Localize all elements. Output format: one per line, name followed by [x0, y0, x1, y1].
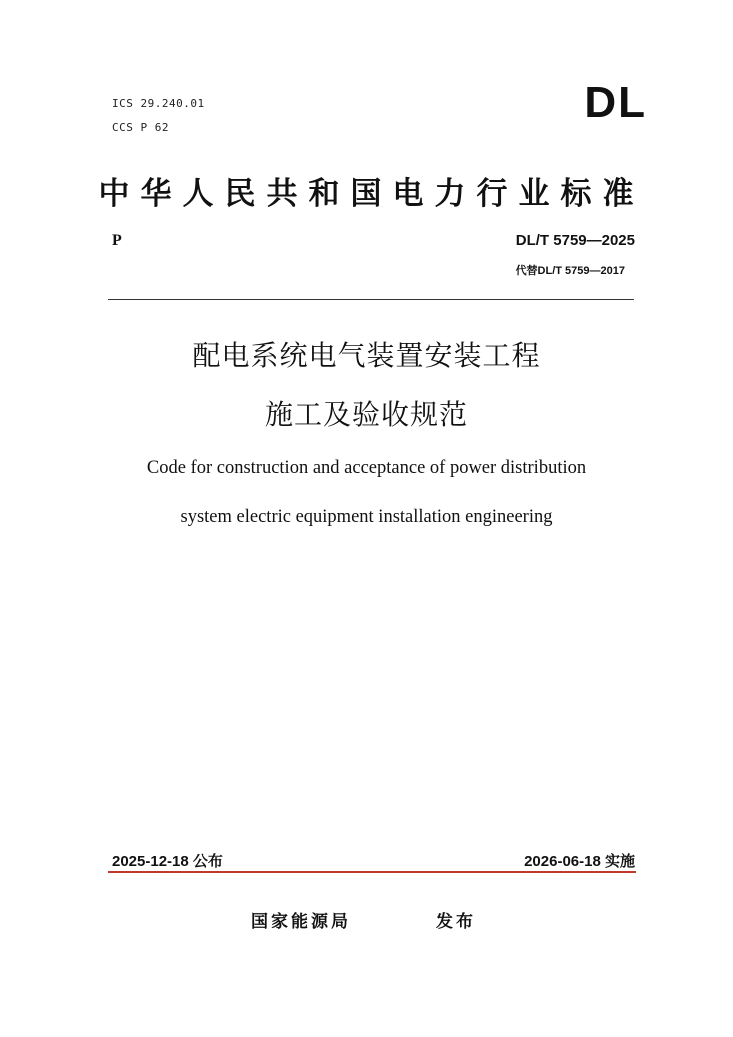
replaces-standard: 代替DL/T 5759—2017 — [515, 265, 625, 277]
standard-category: P — [112, 232, 122, 249]
header-divider — [108, 299, 634, 300]
publish-action: 发布 — [436, 912, 476, 932]
ccs-code: CCS P 62 — [112, 121, 169, 134]
english-title-line-1: Code for construction and acceptance of power distribution — [146, 458, 587, 478]
ics-code: ICS 29.240.01 — [112, 97, 205, 110]
chinese-title-line-1: 配电系统电气装置安装工程 — [192, 339, 541, 372]
industry-standard-title: 中华人民共和国电力行业标准 — [98, 176, 645, 212]
standard-number: DL/T 5759—2025 — [515, 232, 635, 249]
english-title-line-2: system electric equipment installation engineering — [180, 507, 553, 527]
chinese-title-line-2: 施工及验收规范 — [264, 398, 468, 431]
issue-date: 2025-12-18 公布 — [112, 853, 223, 870]
publisher-name: 国家能源局 — [251, 912, 351, 932]
dl-logo: DL — [584, 78, 647, 127]
footer-divider — [108, 871, 636, 873]
implementation-date: 2026-06-18 实施 — [524, 853, 635, 870]
